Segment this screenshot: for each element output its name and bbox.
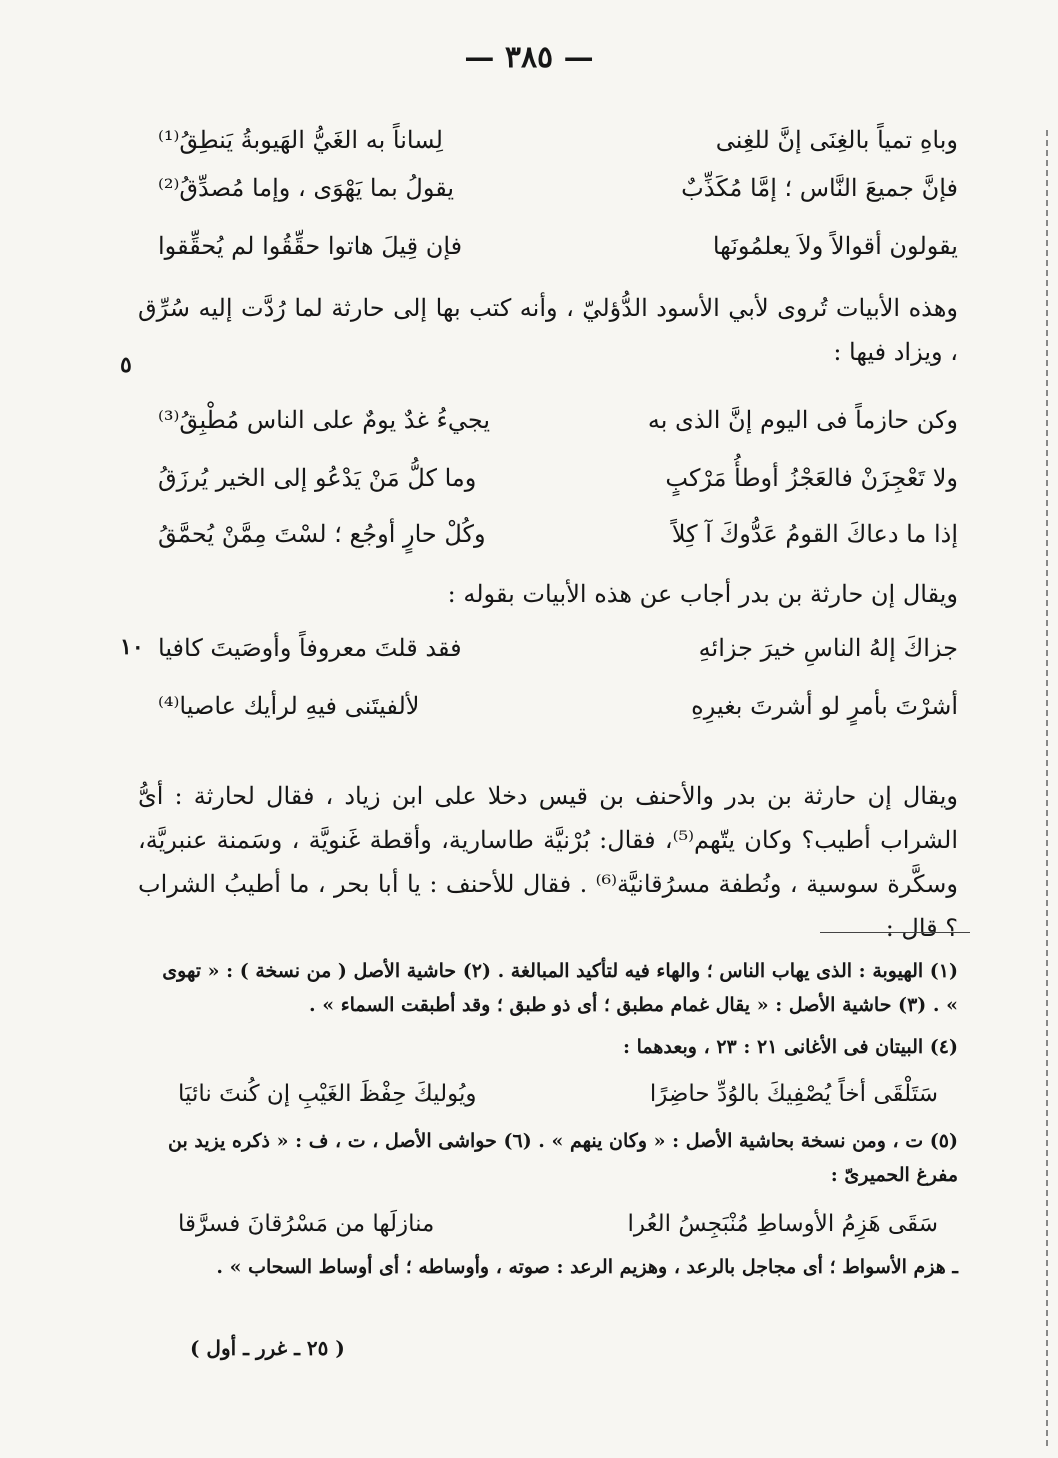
- line-number-5: ٥: [120, 352, 132, 378]
- verse-first-hemistich: ولا تَعْجِزَنْ فالعَجْزُ أوطأُ مَرْكبٍ: [665, 464, 958, 492]
- verse-first-hemistich: فإنَّ جميعَ النَّاس ؛ إمَّا مُكَذِّبٌ: [681, 174, 958, 202]
- verse-second-hemistich: يجيءُ غدٌ يومٌ على الناس مُطْبِقُ⁽³⁾: [158, 406, 491, 434]
- paragraph-attribution: وهذه الأبيات تُروى لأبي الأسود الدُّؤليّ ، وأنه كتب بها إلى حارثة لما رُدَّت إليه سُرِّق ، ويزاد فيها :: [138, 294, 958, 366]
- verse-first-hemistich: أشرْتَ بأمرٍ لو أشرتَ بغيرِهِ: [691, 692, 958, 720]
- verse-line: [158, 118, 958, 162]
- verse-line: [158, 166, 958, 210]
- verse-first-hemistich: وباهِ تمياً بالغِنَى إنَّ للغِنى: [715, 126, 958, 154]
- verse-first-hemistich: سَقَى هَزِمُ الأوساطِ مُنْبَجِسُ العُرا: [627, 1211, 938, 1237]
- verse-first-hemistich: جزاكَ إلهُ الناسِ خيرَ جزائهِ: [698, 634, 958, 662]
- footnote-verse: [178, 1202, 938, 1246]
- verse-line: [158, 456, 958, 500]
- verse-line: [158, 684, 958, 728]
- verse-first-hemistich: إذا ما دعاكَ القومُ عَدُّوكَ آ كِلاً: [671, 520, 958, 548]
- page-edge-shadow: [1046, 130, 1048, 1450]
- paragraph-reply-intro: ويقال إن حارثة بن بدر أجاب عن هذه الأبيات بقوله :: [447, 580, 958, 608]
- verse-second-hemistich: فإن قِيلَ هاتوا حقِّقُوا لم يُحقِّقوا: [158, 232, 463, 260]
- signature-mark: ( ٢٥ ـ غرر ـ أول ): [190, 1336, 345, 1360]
- verse-second-hemistich: لِساناً به الغَيُّ الهَيوبةُ يَنطِقُ⁽¹⁾: [158, 126, 443, 154]
- footnote-5-6: (٥) ت ، ومن نسخة بحاشية الأصل : « وكان ينهم » . (٦) حواشى الأصل ، ت ، ف : « ذكره يزيد بن مفرغ الحميرىّ :: [168, 1130, 958, 1186]
- verse-second-hemistich: فقد قلتَ معروفاً وأوصَيتَ كافيا: [158, 634, 462, 662]
- verse-second-hemistich: وما كلُّ مَنْ يَدْعُو إلى الخير يُرزَقُ: [158, 464, 477, 492]
- verse-second-hemistich: يقولُ بما يَهْوَى ، وإما مُصدِّقُ⁽²⁾: [158, 174, 455, 202]
- verse-second-hemistich: ويُوليكَ حِفْظَ الغَيْبِ إن كُنتَ نائيَا: [178, 1081, 477, 1107]
- verse-first-hemistich: سَتَلْقَى أخاً يُصْفِيكَ بالوُدِّ حاضِرًا: [649, 1081, 938, 1107]
- footnote-verse: [178, 1072, 938, 1116]
- verse-second-hemistich: وكُلْ حارٍ أوجُع ؛ لسْتَ مِمَّنْ يُحمَّقُ: [158, 520, 486, 548]
- page-number: — ٣٨٥ —: [464, 40, 594, 75]
- verse-line: [158, 626, 958, 670]
- footnote-4: (٤) البيتان فى الأغانى ٢١ : ٢٣ ، وبعدهما :: [622, 1036, 958, 1058]
- verse-line: [158, 398, 958, 442]
- verse-first-hemistich: وكن حازماً فى اليوم إنَّ الذى به: [647, 406, 958, 434]
- paragraph-anecdote: ويقال إن حارثة بن بدر والأحنف بن قيس دخلا على ابن زياد ، فقال لحارثة : أىُّ الشراب أطيب؟ وكان يتّهم⁽⁵⁾، فقال: بُرْنيَّة طاسارية، وأقطة غَنويَّة ، وسَمنة عنبريَّة، وسكَّرة سوسية ، ونُطفة مسرُقانيَّة⁽⁶⁾ . فقال للأحنف : يا أبا بحر ، ما أطيبُ الشراب ؟ قال :: [138, 782, 959, 942]
- line-number-10: ١٠: [120, 634, 144, 660]
- footnote-gloss: ـ هزم الأسواط ؛ أى مجاجل بالرعد ، وهزيم الرعد : صوته ، وأوساطه ؛ أى أوساط السحاب » .: [216, 1256, 958, 1278]
- verse-first-hemistich: يقولون أقوالاً ولاَ يعلمُونَها: [712, 232, 958, 260]
- footnote-divider: [820, 932, 970, 933]
- verse-second-hemistich: منازلَها من مَسْرُقانَ فسرَّقا: [178, 1211, 435, 1237]
- verse-line: [158, 224, 958, 268]
- footnote-1-3: (١) الهيوبة : الذى يهاب الناس ؛ والهاء فيه لتأكيد المبالغة . (٢) حاشية الأصل ( من نسخة ) : « تهوى » . (٣) حاشية الأصل : « يقال غمام مطبق ؛ أى ذو طبق ؛ وقد أطبقت السماء » .: [162, 960, 958, 1016]
- verse-line: [158, 512, 958, 556]
- verse-second-hemistich: لألفيتَنى فيهِ لرأيك عاصيا⁽⁴⁾: [158, 692, 420, 720]
